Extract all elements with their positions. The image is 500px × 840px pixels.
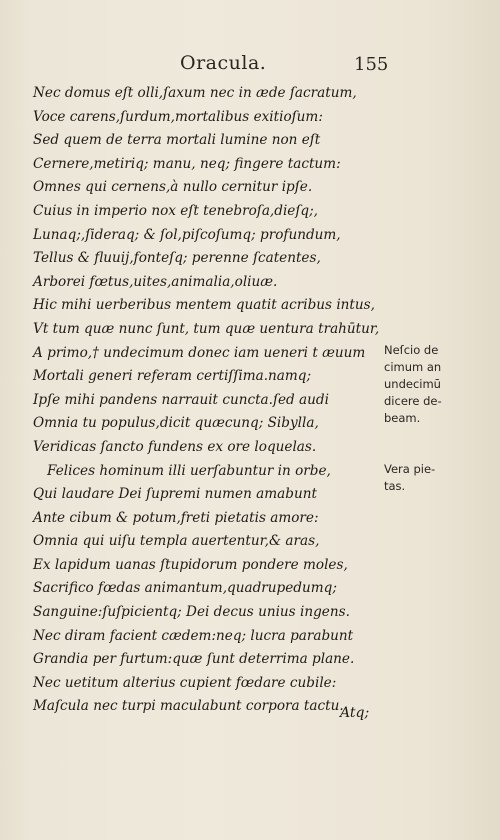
verse-line: Nec diram facient cædem:neq; lucra parabunt [33, 627, 354, 644]
verse-line: Felices hominum illi uerſabuntur in orbe, [47, 462, 331, 479]
margin-note-line: tas. [384, 479, 406, 493]
margin-note-line: dicere de- [384, 394, 442, 408]
verse-line: Lunaq;,ſideraq; & ſol,piſcoſumq; profundum, [33, 226, 341, 243]
verse-line: Qui laudare Dei ſupremi numen amabunt [33, 486, 317, 503]
verse-line: Cuius in imperio nox eſt tenebroſa,dieſq;, [33, 202, 318, 219]
margin-note-line: undecimū [384, 377, 441, 391]
verse-line: Cernere,metiriq; manu, neq; fingere tactum: [33, 155, 341, 172]
margin-note [384, 342, 494, 427]
margin-note [384, 461, 494, 495]
verse-line: Mortali generi referam certiſſima.namq; [33, 368, 312, 385]
margin-note-line: Neſcio de [384, 343, 439, 357]
verse-line: Sanguine:ſuſpicientq; Dei decus unius ingens. [33, 604, 350, 621]
verse-line: Nec domus eſt olli,ſaxum nec in æde ſacratum, [33, 85, 357, 101]
margin-note-line: Vera pie- [384, 462, 436, 476]
page-header [0, 52, 500, 82]
verse-line: Ante cibum & potum,freti pietatis amore: [33, 509, 319, 526]
verse-line: Ipſe mihi pandens narrauit cuncta.ſed audi [33, 391, 329, 408]
margin-note-line: beam. [384, 411, 421, 425]
verse-line: Sed quem de terra mortali lumine non eſt [33, 132, 321, 149]
running-title: Oracula. [180, 52, 267, 74]
verse-line: Omnia tu populus,dicit quæcunq; Sibylla, [33, 415, 319, 432]
verse-block [33, 82, 378, 719]
margin-note-line: cimum an [384, 360, 442, 374]
catchword: Atq; [340, 705, 370, 721]
verse-line: Tellus & fluuij,fonteſq; perenne ſcatentes, [33, 250, 321, 267]
verse-line: Ex lapidum uanas ſtupidorum pondere moles, [33, 556, 348, 573]
verse-line: A primo,† undecimum donec iam ueneri t æuum [33, 344, 366, 361]
verse-line: Vt tum quæ nunc ſunt, tum quæ uentura trahūtur, [33, 320, 380, 337]
verse-line: Veridicas ſancto fundens ex ore loquelas. [33, 438, 317, 455]
verse-line: Omnia qui uiſu templa auertentur,& aras, [33, 533, 320, 550]
verse-line: Hic mihi uerberibus mentem quatit acribus intus, [33, 297, 375, 314]
verse-line: Maſcula nec turpi maculabunt corpora tactu. [33, 698, 344, 715]
verse-line: Nec uetitum alterius cupient fœdare cubile: [33, 674, 337, 691]
verse-line: Omnes qui cernens,à nullo cernitur ipſe. [33, 179, 313, 196]
page-number: 155 [354, 54, 389, 75]
verse-line: Sacrifico fœdas animantum,quadrupedumq; [33, 580, 337, 597]
verse-line: Arborei fœtus,uites,animalia,oliuæ. [33, 273, 278, 290]
verse-line: Voce carens,ſurdum,mortalibus exitioſum: [33, 108, 323, 125]
verse-line: Grandia per furtum:quæ ſunt deterrima plane. [33, 651, 355, 668]
